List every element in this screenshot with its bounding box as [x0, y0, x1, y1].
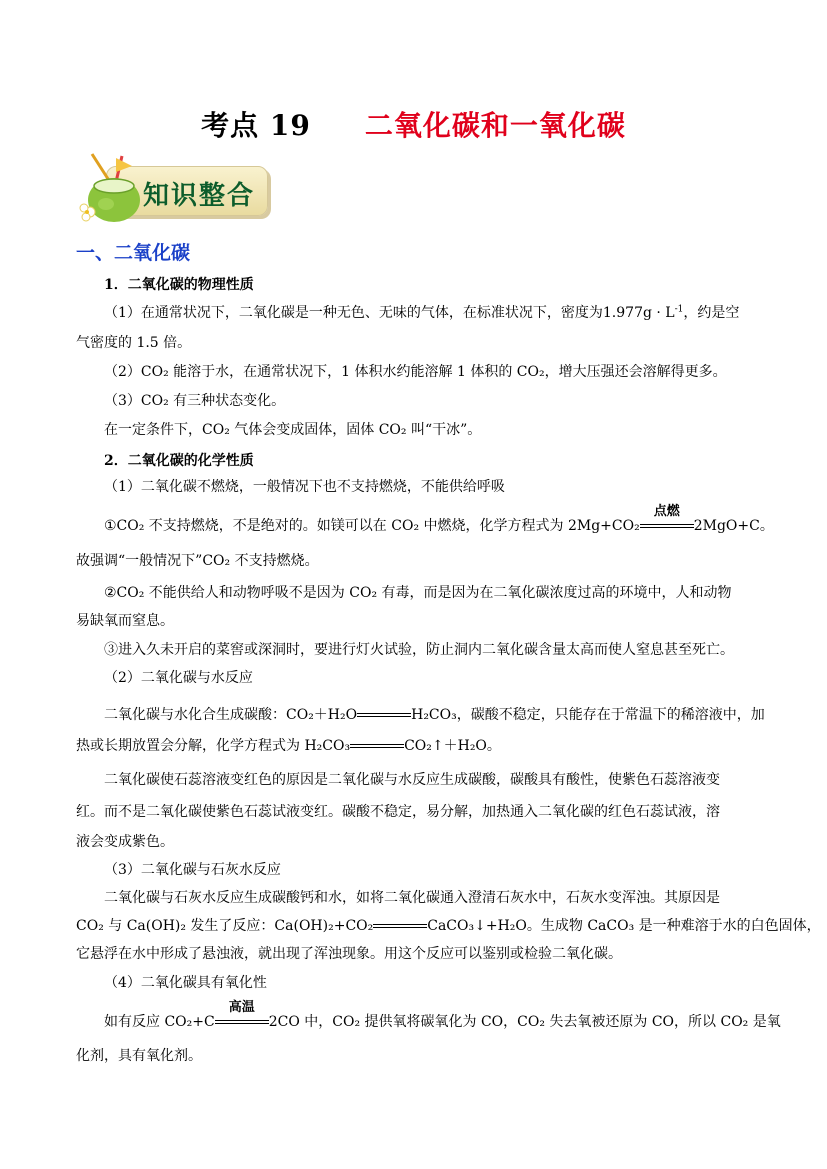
reaction-arrow [373, 921, 427, 931]
coconut-drink-icon [76, 152, 156, 224]
equation-line: ①CO₂ 不支持燃烧，不是绝对的。如镁可以在 CO₂ 中燃烧，化学方程式为 2Mg+CO₂ 点燃 2MgO+C。 [104, 504, 774, 534]
paragraph-line: 液会变成紫色。 [76, 834, 174, 850]
paragraph-line: （2）二氧化碳与水反应 [104, 670, 253, 686]
paragraph-line: 气密度的 1.5 倍。 [76, 335, 192, 351]
reaction-arrow [350, 741, 404, 751]
paragraph-line: ②CO₂ 不能供给人和动物呼吸不是因为 CO₂ 有毒，而是因为在二氧化碳浓度过高的环境中，人和动物 [104, 585, 732, 601]
knowledge-banner [76, 152, 272, 222]
paragraph-line: （1）在通常状况下，二氧化碳是一种无色、无味的气体，在标准状况下，密度为$1.977g \cdot L^{-1}$，约是空 [104, 304, 740, 321]
paragraph-line: 它悬浮在水中形成了悬浊液，就出现了浑浊现象。用这个反应可以鉴别或检验二氧化碳。 [76, 946, 622, 962]
reaction-arrow [357, 710, 411, 720]
paragraph-line: 二氧化碳与石灰水反应生成碳酸钙和水，如将二氧化碳通入澄清石灰水中，石灰水变浑浊。其原因是 [104, 890, 720, 906]
paragraph-line: （3）CO₂ 有三种状态变化。 [104, 393, 286, 409]
paragraph-line: （3）二氧化碳与石灰水反应 [104, 862, 281, 878]
paragraph-line: 二氧化碳使石蕊溶液变红色的原因是二氧化碳与水反应生成碳酸，碳酸具有酸性，使紫色石蕊溶液变 [104, 772, 720, 788]
subsection-heading: 2．二氧化碳的化学性质 [104, 453, 254, 469]
banner-label: 知识整合 [143, 181, 256, 211]
reaction-arrow: 点燃 [640, 521, 694, 531]
paragraph-line: 化剂，具有氧化剂。 [76, 1048, 202, 1064]
subsection-heading: 1．二氧化碳的物理性质 [104, 277, 254, 293]
paragraph-line: 红。而不是二氧化碳使紫色石蕊试液变红。碳酸不稳定，易分解，加热通入二氧化碳的红色石蕊试液，溶 [76, 804, 720, 820]
paragraph-line: 故强调“一般情况下”CO₂ 不支持燃烧。 [76, 553, 319, 569]
paragraph-line: 在一定条件下，CO₂ 气体会变成固体，固体 CO₂ 叫“干冰”。 [104, 422, 482, 438]
reaction-arrow: 高温 [215, 1017, 269, 1027]
equation-line: 如有反应 CO₂+C 高温 2CO 中，CO₂ 提供氧将碳氧化为 CO，CO₂ 失去氧被还原为 CO，所以 CO₂ 是氧 [104, 1000, 781, 1030]
topic-number: 考点 19 [201, 109, 311, 142]
paragraph-line: （4）二氧化碳具有氧化性 [104, 975, 267, 991]
section-heading: 一、二氧化碳 [76, 242, 191, 264]
page-title [0, 104, 827, 144]
paragraph-line: （2）CO₂ 能溶于水，在通常状况下，1 体积水约能溶解 1 体积的 CO₂，增大压强还会溶解得更多。 [104, 364, 727, 380]
equation-line: 热或长期放置会分解，化学方程式为 H₂CO₃ CO₂↑＋H₂O。 [76, 738, 501, 754]
topic-name: 二氧化碳和一氧化碳 [364, 109, 626, 142]
paragraph-line: ③进入久未开启的菜窖或深洞时，要进行灯火试验，防止洞内二氧化碳含量太高而使人窒息甚至死亡。 [104, 642, 734, 658]
equation-line: CO₂ 与 Ca(OH)₂ 发生了反应：Ca(OH)₂+CO₂ CaCO₃↓+H₂O。生成物 CaCO₃ 是一种难溶于水的白色固体， [76, 918, 821, 934]
equation-line: 二氧化碳与水化合生成碳酸：CO₂＋H₂O H₂CO₃，碳酸不稳定，只能存在于常温下的稀溶液中，加 [104, 707, 765, 723]
paragraph-line: 易缺氧而窒息。 [76, 613, 174, 629]
paragraph-line: （1）二氧化碳不燃烧，一般情况下也不支持燃烧，不能供给呼吸 [104, 479, 505, 495]
